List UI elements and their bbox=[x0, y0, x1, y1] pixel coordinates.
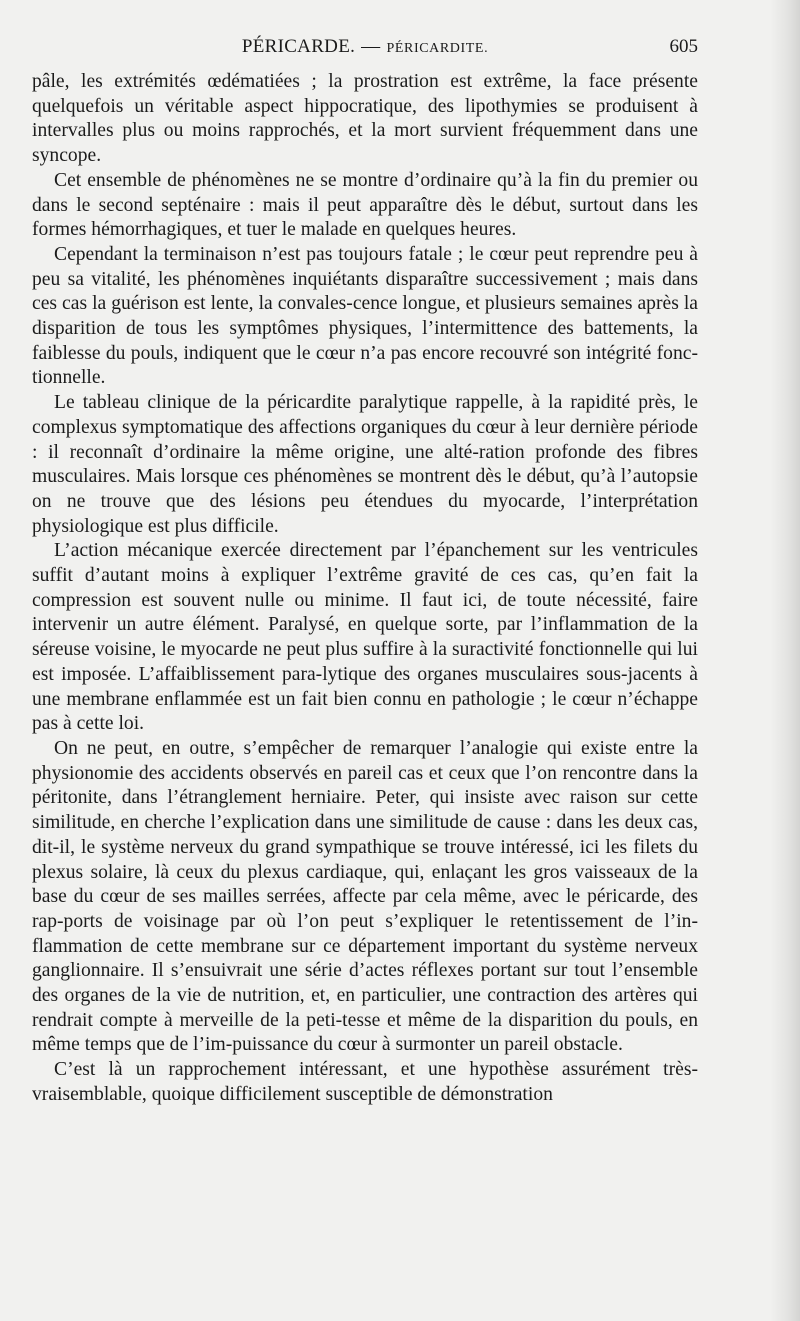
page-edge-shadow bbox=[770, 0, 800, 1321]
paragraph: C’est là un rapprochement intéressant, et une hypothèse assurément très-vraisemblable, quoique difficilement susceptible de démonstration bbox=[32, 1059, 698, 1105]
paragraph: L’action mécanique exercée directement par l’épanchement sur les ventricules suffit d’autant moins à expliquer l’extrême gravité de ces cas, qu’en fait la compression est souvent nulle ou minime. Il faut ici, de toute nécessité, faire intervenir un autre élément. Paralysé, en quelque sorte, par l’inflammation de la séreuse voisine, le myocarde ne peut plus suffire à la suractivité fonctionnelle qui lui est imposée. L’affaiblissement para-lytique des organes musculaires sous-jacents à une membrane enflammée est un fait bien connu en pathologie ; le cœur n’échappe pas à cette loi. bbox=[32, 540, 698, 735]
body-text bbox=[32, 70, 698, 1108]
paragraph: pâle, les extrémités œdématiées ; la prostration est extrême, la face présente quelquefois un véritable aspect hippocratique, des lipothymies se produisent à intervalles plus ou moins rapprochés, et la mort survient fréquemment dans une syncope. bbox=[32, 71, 698, 167]
running-head bbox=[32, 36, 698, 58]
running-head-title: PÉRICARDE. bbox=[241, 36, 356, 57]
paragraph: Cet ensemble de phénomènes ne se montre d’ordinaire qu’à la fin du premier ou dans le second septénaire : mais il peut apparaître dès le début, surtout dans les formes hémorrhagiques, et tuer le malade en quelques heures. bbox=[32, 169, 698, 241]
running-head-separator: — bbox=[361, 36, 381, 57]
paragraph: Le tableau clinique de la péricardite paralytique rappelle, à la rapidité près, le complexus symptomatique des affections organiques du cœur à leur dernière période : il reconnaît d’ordinaire la même origine, une alté-ration profonde des fibres musculaires. Mais lorsque ces phénomènes se montrent dès le début, qu’à l’autopsie on ne trouve que des lésions peu étendues du myocarde, l’interprétation physiologique est plus difficile. bbox=[32, 392, 698, 537]
paragraph: Cependant la terminaison n’est pas toujours fatale ; le cœur peut reprendre peu à peu sa vitalité, les phénomènes inquiétants disparaître successivement ; mais dans ces cas la guérison est lente, la convales-cence longue, et plusieurs semaines après la disparition de tous les symptômes physiques, l’intermittence des battements, la faiblesse du pouls, indiquent que le cœur n’a pas encore recouvré son intégrité fonc-tionnelle. bbox=[32, 243, 698, 389]
page-header bbox=[32, 36, 698, 64]
running-head-subtitle: PÉRICARDITE. bbox=[386, 41, 489, 56]
page-number: 605 bbox=[669, 36, 698, 57]
paragraph: On ne peut, en outre, s’empêcher de remarquer l’analogie qui existe entre la physionomie des accidents observés en pareil cas et ceux que l’on rencontre dans la péritonite, dans l’étranglement herniaire. Peter, qui insiste avec raison sur cette similitude, en cherche l’explication dans une similitude de cause : dans les deux cas, dit-il, le système nerveux du grand sympathique se trouve intéressé, ici les filets du plexus solaire, là ceux du plexus cardiaque, qui, enlaçant les gros vaisseaux de la base du cœur de ses mailles serrées, affecte par cela même, avec le péricarde, des rap-ports de voisinage par où l’on peut s’expliquer le retentissement de l’in-flammation de cette membrane sur ce département important du système nerveux ganglionnaire. Il s’ensuivrait une série d’actes réflexes portant sur tout l’ensemble des organes de la vie de nutrition, et, en particulier, une contraction des artères qui rendrait compte à merveille de la peti-tesse et même de la disparition du pouls, en même temps que de l’im-puissance du cœur à surmonter un pareil obstacle. bbox=[32, 737, 698, 1056]
